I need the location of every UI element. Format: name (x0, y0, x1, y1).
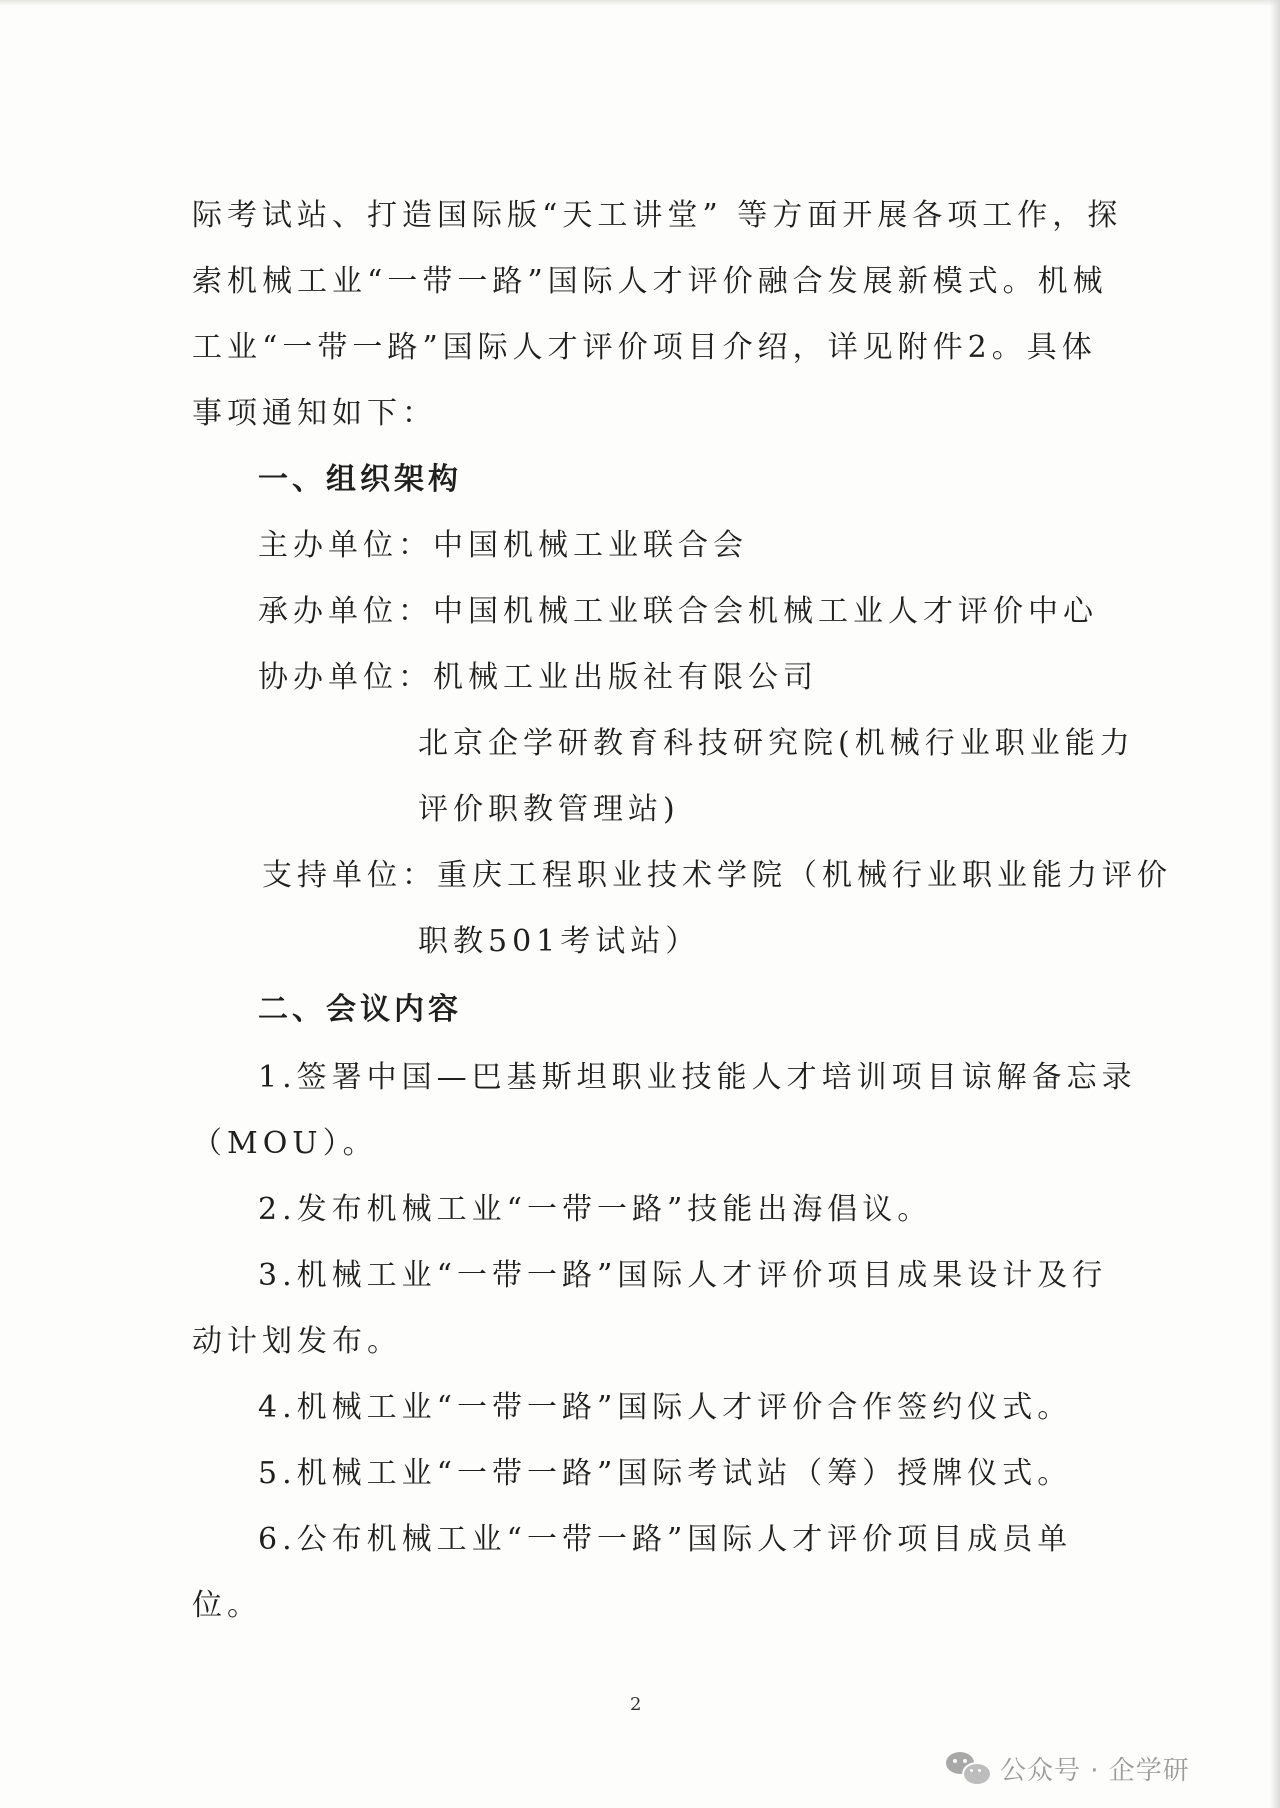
page-number: 2 (630, 1694, 642, 1715)
watermark-text: 公众号 · 企学研 (1000, 1755, 1190, 1786)
meeting-item-2: 2.发布机械工业“一带一路”技能出海倡议。 (258, 1192, 933, 1227)
support-unit-value-line-2: 职教501考试站） (418, 924, 701, 959)
organizer-unit-value: 中国机械工业联合会机械工业人才评价中心 (433, 594, 1098, 629)
section1-heading: 一、组织架构 (258, 462, 462, 497)
meeting-item-3-line-1: 3.机械工业“一带一路”国际人才评价项目成果设计及行 (258, 1258, 1108, 1293)
watermark (946, 1746, 1190, 1790)
body-line-1: 际考试站、打造国际版“天工讲堂” 等方面开展各项工作，探 (192, 198, 1123, 233)
body-line-4: 事项通知如下： (192, 396, 437, 431)
meeting-item-4: 4.机械工业“一带一路”国际人才评价合作签约仪式。 (258, 1390, 1073, 1425)
co-organizer-value-1: 机械工业出版社有限公司 (433, 660, 818, 695)
co-organizer-label: 协办单位： (258, 660, 433, 695)
support-unit-row (262, 856, 1172, 896)
organizer-unit-label: 承办单位： (258, 594, 433, 629)
meeting-item-1-line-1: 1.签署中国—巴基斯坦职业技能人才培训项目谅解备忘录 (258, 1060, 1137, 1095)
host-unit-row (258, 526, 748, 566)
co-organizer-value-2-line-1: 北京企学研教育科技研究院(机械行业职业能力 (418, 726, 1135, 761)
body-line-3: 工业“一带一路”国际人才评价项目介绍，详见附件2。具体 (192, 330, 1097, 365)
meeting-item-1-line-2: （MOU）。 (192, 1126, 378, 1161)
organizer-unit-row (258, 592, 1098, 632)
scan-edge-right (1270, 0, 1280, 1808)
co-organizer-value-2-line-2: 评价职教管理站) (418, 792, 680, 827)
meeting-item-5: 5.机械工业“一带一路”国际考试站（筹）授牌仪式。 (258, 1456, 1073, 1491)
scan-edge-top (0, 0, 1280, 6)
meeting-item-3-line-2: 动计划发布。 (192, 1324, 402, 1359)
support-unit-label: 支持单位： (262, 858, 437, 893)
support-unit-value-line-1: 重庆工程职业技术学院（机械行业职业能力评价 (437, 858, 1172, 893)
meeting-item-6-line-1: 6.公布机械工业“一带一路”国际人才评价项目成员单 (258, 1522, 1073, 1557)
co-organizer-row (258, 658, 818, 698)
wechat-icon (946, 1750, 990, 1786)
body-line-2: 索机械工业“一带一路”国际人才评价融合发展新模式。机械 (192, 264, 1108, 299)
host-unit-value: 中国机械工业联合会 (433, 528, 748, 563)
host-unit-label: 主办单位： (258, 528, 433, 563)
meeting-item-6-line-2: 位。 (192, 1588, 262, 1623)
section2-heading: 二、会议内容 (258, 992, 462, 1027)
